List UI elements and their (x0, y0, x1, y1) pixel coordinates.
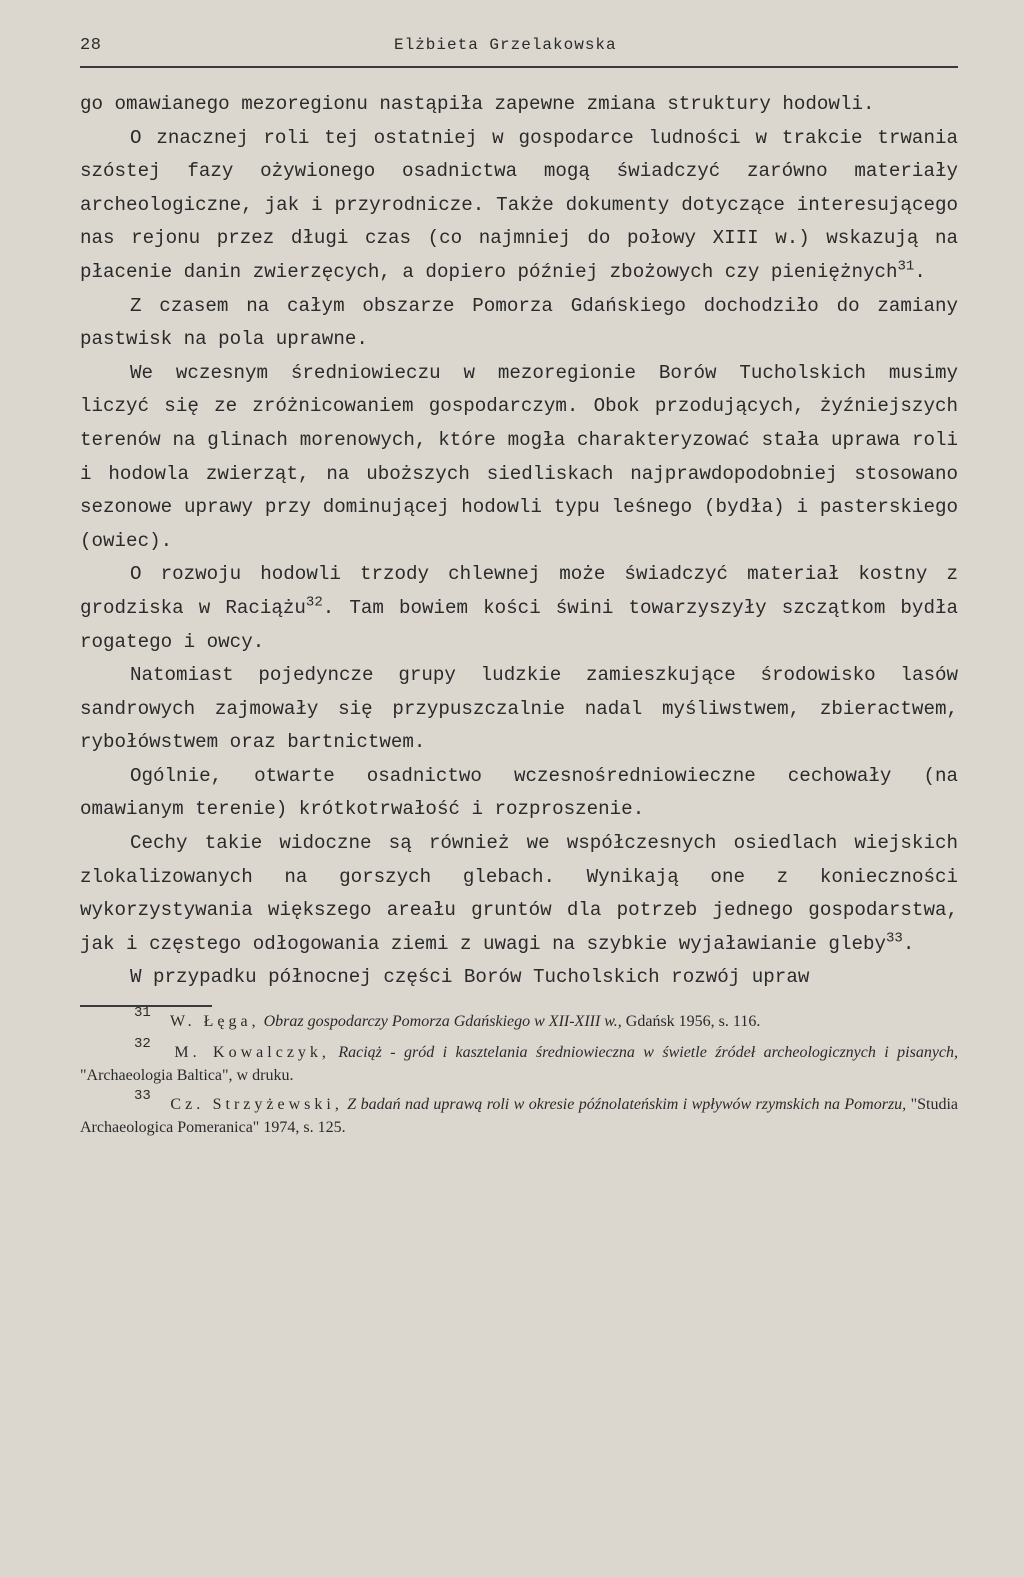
paragraph-text: Natomiast pojedyncze grupy ludzkie zamieszkujące środowisko lasów sandrowych zajmowały się przypuszczalnie nadal myśliwstwem, zbieractwem, rybołówstwem oraz bartnictwem. (80, 664, 958, 754)
footnote-title: Raciąż - gród i kasztelania średniowieczna w świetle źródeł archeologicznych i pisanych, (338, 1044, 959, 1062)
paragraph (80, 659, 958, 760)
paragraph (80, 827, 958, 961)
footnote-number: 31 (134, 1005, 151, 1022)
paragraph-text: Cechy takie widoczne są również we współczesnych osiedlach wiejskich zlokalizowanych na gorszych glebach. Wynikają one z konieczności wykorzystywania większego areału gruntów dla potrzeb jednego gospodarstwa, jak i częstego odłogowania ziemi z uwagi na szybkie wyjaławianie gleby (80, 832, 958, 955)
paragraph (80, 122, 958, 290)
paragraph-text: . (902, 932, 915, 955)
paragraph (80, 760, 958, 827)
paragraph (80, 961, 958, 995)
footnotes (80, 1005, 959, 1138)
paragraph-text: Ogólnie, otwarte osadnictwo wczesnośredniowieczne cechowały (na omawianym terenie) krótkotrwałość i rozproszenie. (80, 764, 958, 821)
paragraph-text: O znacznej roli tej ostatniej w gospodarce ludności w trakcie trwania szóstej fazy ożywionego osadnictwa mogą świadczyć zarówno materiały archeologiczne, jak i przyrodnicze. Także dokumenty dotyczące interesującego nas rejonu przez długi czas (co najmniej do połowy XIII w.) wskazują na płacenie danin zwierzęcych, a dopiero później zbożowych czy pieniężnych (80, 126, 958, 283)
footnote-author: M. Kowalczyk, (174, 1044, 330, 1062)
footnote-number: 32 (134, 1036, 151, 1053)
footnote-reference: 31 (897, 258, 915, 275)
header-rule (80, 66, 958, 68)
footnote-author: Cz. Strzyżewski, (170, 1096, 343, 1114)
footnote-title: Obraz gospodarczy Pomorza Gdańskiego w XII-XIII w., (263, 1013, 622, 1031)
footnote-details: "Archaeologia Baltica", w druku. (80, 1067, 294, 1085)
paragraph-text: W przypadku północnej części Borów Tucholskich rozwój upraw (130, 966, 810, 989)
paragraph-text: Z czasem na całym obszarze Pomorza Gdańskiego dochodziło do zamiany pastwisk na pola uprawne. (80, 294, 958, 351)
footnote (80, 1036, 959, 1086)
paragraph (80, 290, 958, 357)
paragraph (80, 357, 958, 559)
paragraph-text: . (914, 260, 926, 283)
paragraph-text: . Tam bowiem kości świni towarzyszyły szczątkom bydła rogatego i owcy. (80, 596, 958, 653)
footnote-details: Gdańsk 1956, s. 116. (625, 1013, 761, 1031)
footnote-details: "Studia Archaeologica Pomeranica" 1974, s. 125. (80, 1096, 959, 1137)
footnote-author: W. Łęga, (170, 1013, 260, 1031)
footnote-title: Z badań nad uprawą roli w okresie późnolateńskim i wpływów rzymskich na Pomorzu, (347, 1096, 907, 1114)
footnote (80, 1088, 959, 1138)
running-title: Elżbieta Grzelakowska (394, 36, 617, 54)
footnote-reference: 32 (305, 594, 323, 611)
footnote (80, 1005, 958, 1034)
paragraph-text: O rozwoju hodowli trzody chlewnej może świadczyć materiał kostny z grodziska w Raciążu (80, 563, 958, 619)
paragraph (80, 558, 958, 659)
body-text (80, 88, 958, 995)
footnote-reference: 33 (886, 930, 903, 947)
page-number: 28 (80, 36, 102, 55)
paragraph-text: We wczesnym średniowieczu w mezoregionie Borów Tucholskich musimy liczyć się ze zróżnicowaniem gospodarczym. Obok przodujących, żyźniejszych terenów na glinach morenowych, które mogła charakteryzować stała uprawa roli i hodowla zwierząt, na uboższych siedliskach najprawdopodobniej stosowano sezonowe uprawy przy dominującej hodowli typu leśnego (bydła) i pasterskiego (owiec). (80, 361, 958, 552)
footnote-number: 33 (134, 1088, 151, 1105)
paragraph-text: go omawianego mezoregionu nastąpiła zapewne zmiana struktury hodowli. (80, 93, 875, 115)
page-header (80, 36, 958, 62)
paragraph (80, 88, 958, 122)
